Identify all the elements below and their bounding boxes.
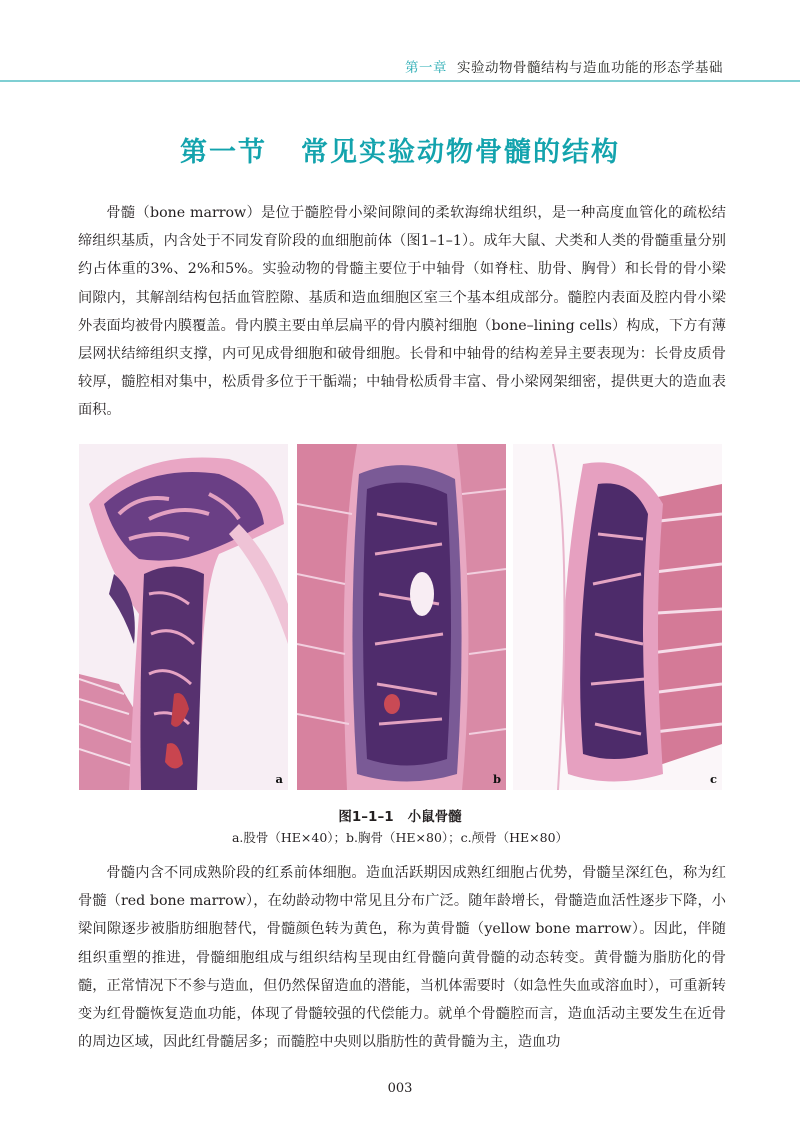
section-heading — [0, 130, 800, 169]
body-paragraph-1: 骨髓（bone marrow）是位于髓腔骨小梁间隙间的柔软海绵状组织，是一种高度血管化的疏松结缔组织基质，内含处于不同发育阶段的血细胞前体（图1–1–1）。成年大鼠、犬类和人类的骨髓重量分别约占体重的3%、2%和5%。实验动物的骨髓主要位于中轴骨（如脊柱、肋骨、胸骨）和长骨的骨小梁间隙内，其解剖结构包括血管腔隙、基质和造血细胞区室三个基本组成部分。髓腔内表面及腔内骨小梁外表面均被骨内膜覆盖。骨内膜主要由单层扁平的骨内膜衬细胞（bone–lining cells）构成，下方有薄层网状结缔组织支撑，内可见成骨细胞和破骨细胞。长骨和中轴骨的结构差异主要表现为：长骨皮质骨较厚，髓腔相对集中，松质骨多位于干骺端；中轴骨松质骨丰富、骨小梁网架细密，提供更大的造血表面积。 — [78, 205, 726, 419]
skull-histology-image — [513, 444, 722, 790]
section-number: 第一节 — [180, 137, 267, 168]
sternum-histology-image — [297, 444, 506, 790]
figure-caption: a.股骨（HE×40）；b.胸骨（HE×80）；c.颅骨（HE×80） — [231, 830, 569, 845]
panel-label-b: b — [492, 772, 501, 786]
panel-label-c: c — [709, 772, 717, 786]
figure-panel-a — [79, 444, 288, 790]
panel-label-a: a — [275, 772, 283, 786]
header-rule — [0, 80, 800, 82]
femur-histology-image — [79, 444, 288, 790]
section-title: 常见实验动物骨髓的结构 — [301, 137, 620, 168]
page-number: 003 — [387, 1081, 413, 1096]
figure-panel-c — [513, 444, 722, 790]
figure-panel-b — [297, 444, 506, 790]
body-paragraph-2: 骨髓内含不同成熟阶段的红系前体细胞。造血活跃期因成熟红细胞占优势，骨髓呈深红色，称为红骨髓（red bone marrow），在幼龄动物中常见且分布广泛。随年龄增长，骨髓造血活性逐步下降，小梁间隙逐步被脂肪细胞替代，骨髓颜色转为黄色，称为黄骨髓（yellow bone marrow）。因此，伴随组织重塑的推进，骨髓细胞组成与组织结构呈现由红骨髓向黄骨髓的动态转变。黄骨髓为脂肪化的骨髓，正常情况下不参与造血，但仍然保留造血的潜能，当机体需要时（如急性失血或溶血时），可重新转变为红骨髓恢复造血功能，体现了骨髓较强的代偿能力。就单个骨髓腔而言，造血活动主要发生在近骨的周边区域，因此红骨髓居多；而髓腔中央则以脂肪性的黄骨髓为主，造血功 — [78, 865, 726, 1051]
running-header-text — [405, 56, 723, 76]
figure-1-1-1 — [79, 444, 722, 790]
figure-number: 图1–1–1 — [338, 809, 394, 825]
figure-title — [0, 805, 800, 825]
running-header-chapter: 第一章 — [405, 60, 447, 76]
running-header-title: 实验动物骨髓结构与造血功能的形态学基础 — [457, 60, 723, 76]
running-header — [0, 0, 800, 98]
figure-name: 小鼠骨髓 — [407, 809, 462, 825]
